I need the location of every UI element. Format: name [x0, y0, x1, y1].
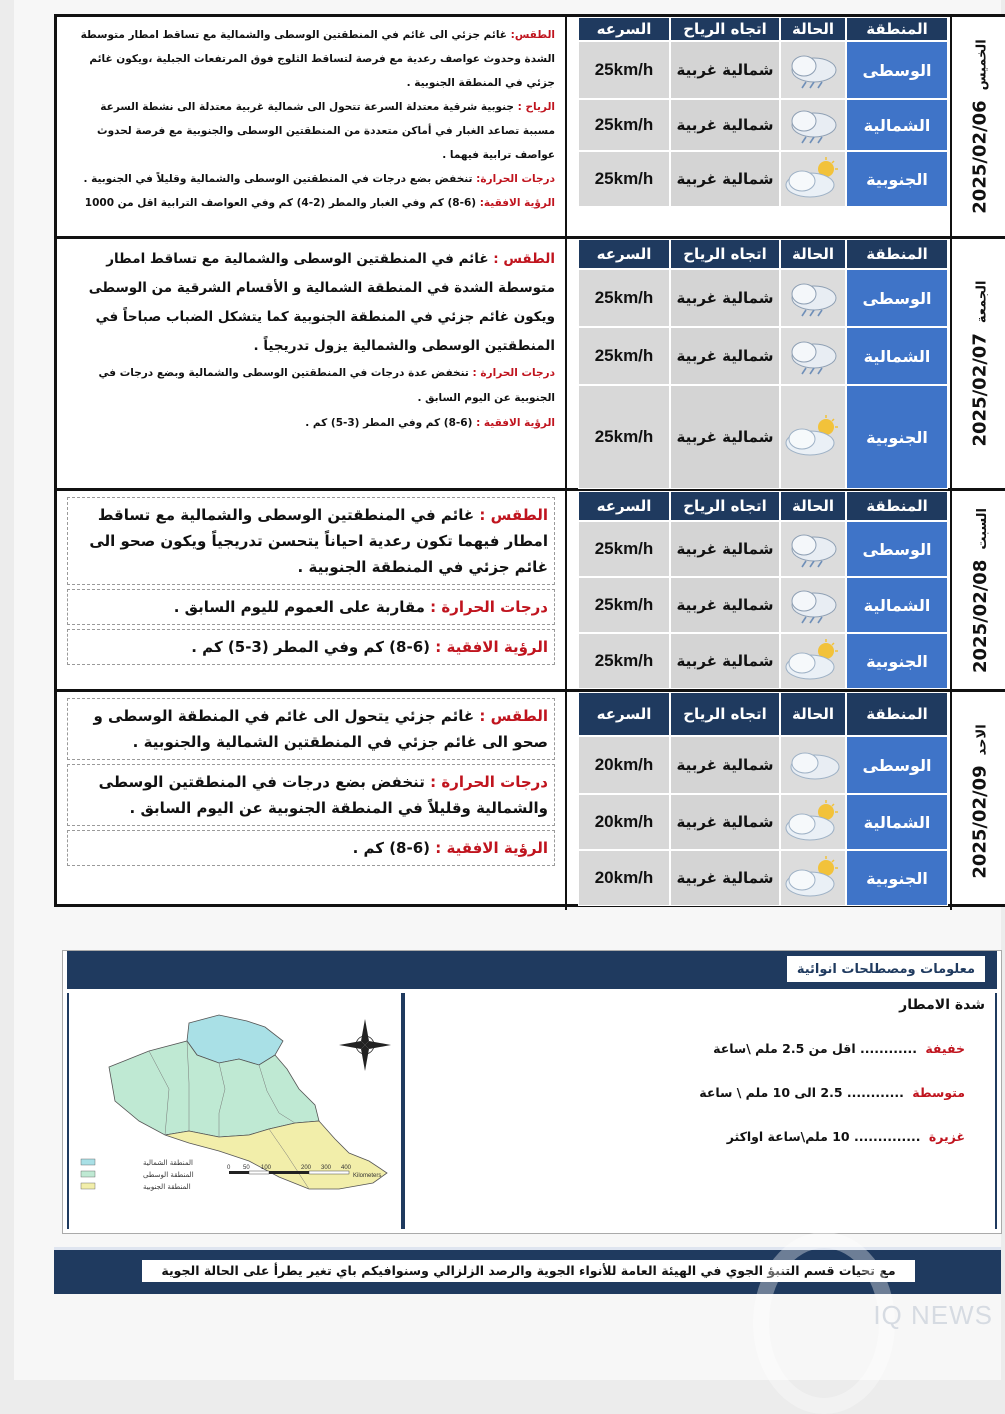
rain-heavy-text: .............. 10 ملم\ساعة اواكثر: [726, 1129, 921, 1144]
cell-speed: 25km/h: [578, 99, 670, 151]
info-body: [67, 993, 997, 1229]
rain-moderate: [699, 1085, 965, 1100]
partly-cloudy-icon: [780, 794, 846, 850]
cell-speed: 20km/h: [578, 794, 670, 850]
iraq-map: [69, 993, 401, 1229]
temp-text: تنخفض عدة درجات في المنطقتين الوسطى والشمالية وبضع درجات في الجنوبية عن اليوم السابق .: [98, 367, 555, 404]
date-column: [950, 491, 1005, 689]
header-region: المنطقة: [846, 491, 948, 521]
temp-label: درجات الحرارة :: [430, 598, 548, 616]
paragraph-weather: [67, 698, 555, 760]
cell-region: الجنوبية: [846, 385, 948, 489]
rain-heavy: [727, 1129, 965, 1144]
cell-speed: 25km/h: [578, 41, 670, 99]
partly-cloudy-icon: [780, 385, 846, 489]
weather-text: غائم في المنطقتين الوسطى والشمالية مع تساقط امطار فيهما تكون رعدية احياناً يتحسن تدريجياً ويكون صحو الى غائم جزئي في المنطقة الجنوبية .: [89, 506, 548, 576]
day-date-label: [970, 281, 991, 447]
rain-light-text: ............ اقل من 2.5 ملم \ساعة: [713, 1041, 917, 1056]
header-state: الحالة: [780, 17, 846, 41]
rain-cloud-icon: [780, 521, 846, 577]
forecast-description: [57, 17, 567, 236]
cell-region: الوسطى: [846, 736, 948, 794]
map-scale-tick: 200: [301, 1165, 312, 1171]
header-state: الحالة: [780, 491, 846, 521]
cell-speed: 25km/h: [578, 151, 670, 207]
cell-region: الوسطى: [846, 521, 948, 577]
map-scale-tick: 100: [261, 1165, 272, 1171]
vis-label: الرؤية الافقية :: [476, 417, 555, 429]
cell-region: الشمالية: [846, 327, 948, 385]
weather-label: الطقس :: [479, 506, 548, 524]
cell-direction: شمالية غربية: [670, 736, 780, 794]
rain-cloud-icon: [780, 41, 846, 99]
paragraph-wind: [67, 95, 555, 167]
vis-text: (6-8) كم وفي المطر (3-5) كم .: [305, 417, 473, 429]
header-direction: اتجاه الرياح: [670, 692, 780, 736]
map-scale-tick: 300: [321, 1165, 332, 1171]
cell-region: الجنوبية: [846, 151, 948, 207]
day-block: [57, 491, 1005, 692]
paragraph-weather: [67, 497, 555, 585]
header-state: الحالة: [780, 692, 846, 736]
cell-speed: 20km/h: [578, 850, 670, 906]
wind-text: جنوبية شرقية معتدلة السرعة تتحول الى شمالية غربية معتدلة الى نشطة السرعة مسببة تصاعد الغبار في أماكن متعددة من المنطقتين الوسطى والجنوبية مع فرصة لحدوث عواصف ترابية فيهما .: [97, 101, 555, 161]
rain-title: شدة الامطار: [899, 997, 985, 1013]
paragraph-vis: [67, 629, 555, 665]
weather-label: الطقس :: [493, 251, 555, 267]
info-header-bar: [67, 951, 997, 989]
paragraph-temp: [67, 589, 555, 625]
rain-cloud-icon: [780, 577, 846, 633]
temp-text: تنخفض بضع درجات في المنطقتين الوسطى والشمالية وقليلاً في المنطقة الجنوبية عن اليوم السابق .: [98, 773, 548, 817]
info-title: معلومات ومصطلحات انوائية: [787, 956, 985, 982]
cell-direction: شمالية غربية: [670, 577, 780, 633]
day-date-label: [970, 508, 991, 673]
wind-label: الرياح :: [517, 101, 555, 113]
vis-label: الرؤية الافقية :: [435, 839, 548, 857]
temp-label: درجات الحرارة :: [430, 773, 548, 791]
date-column: [950, 17, 1005, 236]
cell-speed: 25km/h: [578, 521, 670, 577]
day-date-label: [970, 724, 991, 878]
day-block: [57, 17, 1005, 239]
cell-region: الوسطى: [846, 269, 948, 327]
cell-region: الشمالية: [846, 577, 948, 633]
rain-cloud-icon: [780, 327, 846, 385]
date-column: [950, 692, 1005, 910]
map-scale-tick: 50: [243, 1165, 250, 1171]
cell-direction: شمالية غربية: [670, 385, 780, 489]
day-date: 2025/02/08: [969, 559, 991, 673]
temp-label: درجات الحرارة :: [472, 367, 555, 379]
forecast-grid: [562, 17, 948, 236]
rain-cloud-icon: [780, 269, 846, 327]
rain-cloud-icon: [780, 99, 846, 151]
rain-moderate-label: متوسطة: [912, 1085, 965, 1100]
map-legend-center: المنطقة الوسطى: [143, 1171, 194, 1179]
header-speed: السرعه: [578, 239, 670, 269]
rain-intensity-panel: [405, 993, 995, 1229]
watermark: IQ NEWS: [873, 1300, 993, 1330]
cell-region: الوسطى: [846, 41, 948, 99]
cloud-icon: [780, 736, 846, 794]
weather-label: الطقس :: [479, 707, 548, 725]
vis-text: (6-8) كم وفي الغبار والمطر (2-4) كم وفي العواصف الترابية اقل من 1000: [84, 197, 477, 209]
paragraph-vis: [67, 191, 555, 215]
info-section: [62, 950, 1002, 1234]
day-block: [57, 239, 1005, 491]
temp-label: درجات الحرارة:: [476, 173, 555, 185]
header-state: الحالة: [780, 239, 846, 269]
date-column: [950, 239, 1005, 488]
cell-region: الجنوبية: [846, 850, 948, 906]
day-name: الاحد: [974, 723, 990, 755]
cell-speed: 20km/h: [578, 736, 670, 794]
header-direction: اتجاه الرياح: [670, 17, 780, 41]
paragraph-vis: [67, 411, 555, 436]
map-legend-north: المنطقة الشمالية: [143, 1159, 193, 1167]
cell-direction: شمالية غربية: [670, 151, 780, 207]
weather-text: غائم جزئي الى غائم في المنطقتين الوسطى والشمالية مع تساقط امطار متوسطة الشدة وحدوث عواصف رعدية مع فرصة لتساقط الثلوج فوق المرتفعات الجبلية ،ويكون غائم جزئي في المنطقة الجنوبية .: [80, 29, 555, 89]
compass-rose-icon: [339, 1019, 391, 1071]
cell-direction: شمالية غربية: [670, 99, 780, 151]
rain-light-label: خفيفة: [925, 1041, 965, 1056]
day-name: السبت: [974, 507, 990, 550]
weather-label: الطقس:: [510, 29, 555, 41]
footer-text: مع تحيات قسم التنبؤ الجوي في الهيئة العامة للأنواء الجوية والرصد الزلزالي وسنوافيكم باي تغير يطرأ على الحالة الجوية: [142, 1260, 915, 1282]
forecast-grid: [562, 239, 948, 488]
forecast-description: [57, 239, 567, 488]
partly-cloudy-icon: [780, 633, 846, 689]
rain-moderate-text: ............ 2.5 الى 10 ملم \ ساعة: [699, 1085, 904, 1100]
paragraph-vis: [67, 830, 555, 866]
vis-text: (6-8) كم .: [352, 839, 431, 857]
cell-direction: شمالية غربية: [670, 850, 780, 906]
paragraph-weather: [67, 23, 555, 95]
forecast-grid: [562, 491, 948, 689]
cell-speed: 25km/h: [578, 577, 670, 633]
partly-cloudy-icon: [780, 850, 846, 906]
day-block: [57, 692, 1005, 910]
vis-text: (6-8) كم وفي المطر (3-5) كم .: [191, 638, 431, 656]
paragraph-temp: [67, 361, 555, 411]
map-scale-tick: 0: [227, 1165, 231, 1171]
partly-cloudy-icon: [780, 151, 846, 207]
cell-direction: شمالية غربية: [670, 41, 780, 99]
cell-region: الشمالية: [846, 99, 948, 151]
day-date: 2025/02/09: [969, 764, 991, 879]
cell-direction: شمالية غربية: [670, 327, 780, 385]
map-scale-tick: 400: [341, 1165, 352, 1171]
forecast-description: [57, 692, 567, 910]
vis-label: الرؤية الافقية :: [435, 638, 548, 656]
day-date: 2025/02/07: [969, 333, 991, 447]
day-name: الجمعة: [974, 280, 990, 324]
day-name: الخميس: [974, 39, 990, 91]
cell-speed: 25km/h: [578, 269, 670, 327]
temp-text: مقاربة على العموم لليوم السابق .: [173, 598, 425, 616]
forecast-table: [54, 14, 1005, 907]
header-region: المنطقة: [846, 239, 948, 269]
paragraph-temp: [67, 764, 555, 826]
temp-text: تنخفض بضع درجات في المنطقتين الوسطى والشمالية وقليلاً في الجنوبية .: [83, 173, 473, 185]
forecast-grid: [562, 692, 948, 910]
header-region: المنطقة: [846, 692, 948, 736]
cell-direction: شمالية غربية: [670, 269, 780, 327]
map-scale-unit: Kilometers: [353, 1173, 382, 1179]
rain-light: [713, 1041, 965, 1056]
paragraph-weather: [67, 245, 555, 361]
header-direction: اتجاه الرياح: [670, 491, 780, 521]
day-date: 2025/02/06: [969, 100, 991, 214]
header-speed: السرعه: [578, 17, 670, 41]
header-speed: السرعه: [578, 491, 670, 521]
vis-label: الرؤية الافقية:: [479, 197, 555, 209]
cell-region: الشمالية: [846, 794, 948, 850]
cell-speed: 25km/h: [578, 633, 670, 689]
header-speed: السرعه: [578, 692, 670, 736]
weather-text: غائم في المنطقتين الوسطى والشمالية مع تساقط امطار متوسطة الشدة في المنطقة الشمالية و الأقسام الشرقية من الوسطى ويكون غائم جزئي في المنطقة الجنوبية كما يتشكل الضباب صباحاً في المنطقتين الوسطى والشمالية يزول تدريجياً .: [88, 251, 555, 354]
cell-direction: شمالية غربية: [670, 521, 780, 577]
cell-direction: شمالية غربية: [670, 633, 780, 689]
map-legend-south: المنطقة الجنوبية: [143, 1183, 191, 1191]
paragraph-temp: [67, 167, 555, 191]
rain-heavy-label: غزيرة: [928, 1129, 965, 1144]
cell-speed: 25km/h: [578, 385, 670, 489]
day-date-label: [970, 39, 991, 213]
weather-text: غائم جزئي يتحول الى غائم في المنطقة الوسطى و صحو الى غائم جزئي في المنطقتين الشمالية والجنوبية .: [93, 707, 548, 751]
cell-direction: شمالية غربية: [670, 794, 780, 850]
header-direction: اتجاه الرياح: [670, 239, 780, 269]
header-region: المنطقة: [846, 17, 948, 41]
cell-speed: 25km/h: [578, 327, 670, 385]
bulletin-page: [14, 0, 1001, 1380]
iraq-regions-map: [69, 993, 401, 1229]
forecast-description: [57, 491, 567, 689]
cell-region: الجنوبية: [846, 633, 948, 689]
